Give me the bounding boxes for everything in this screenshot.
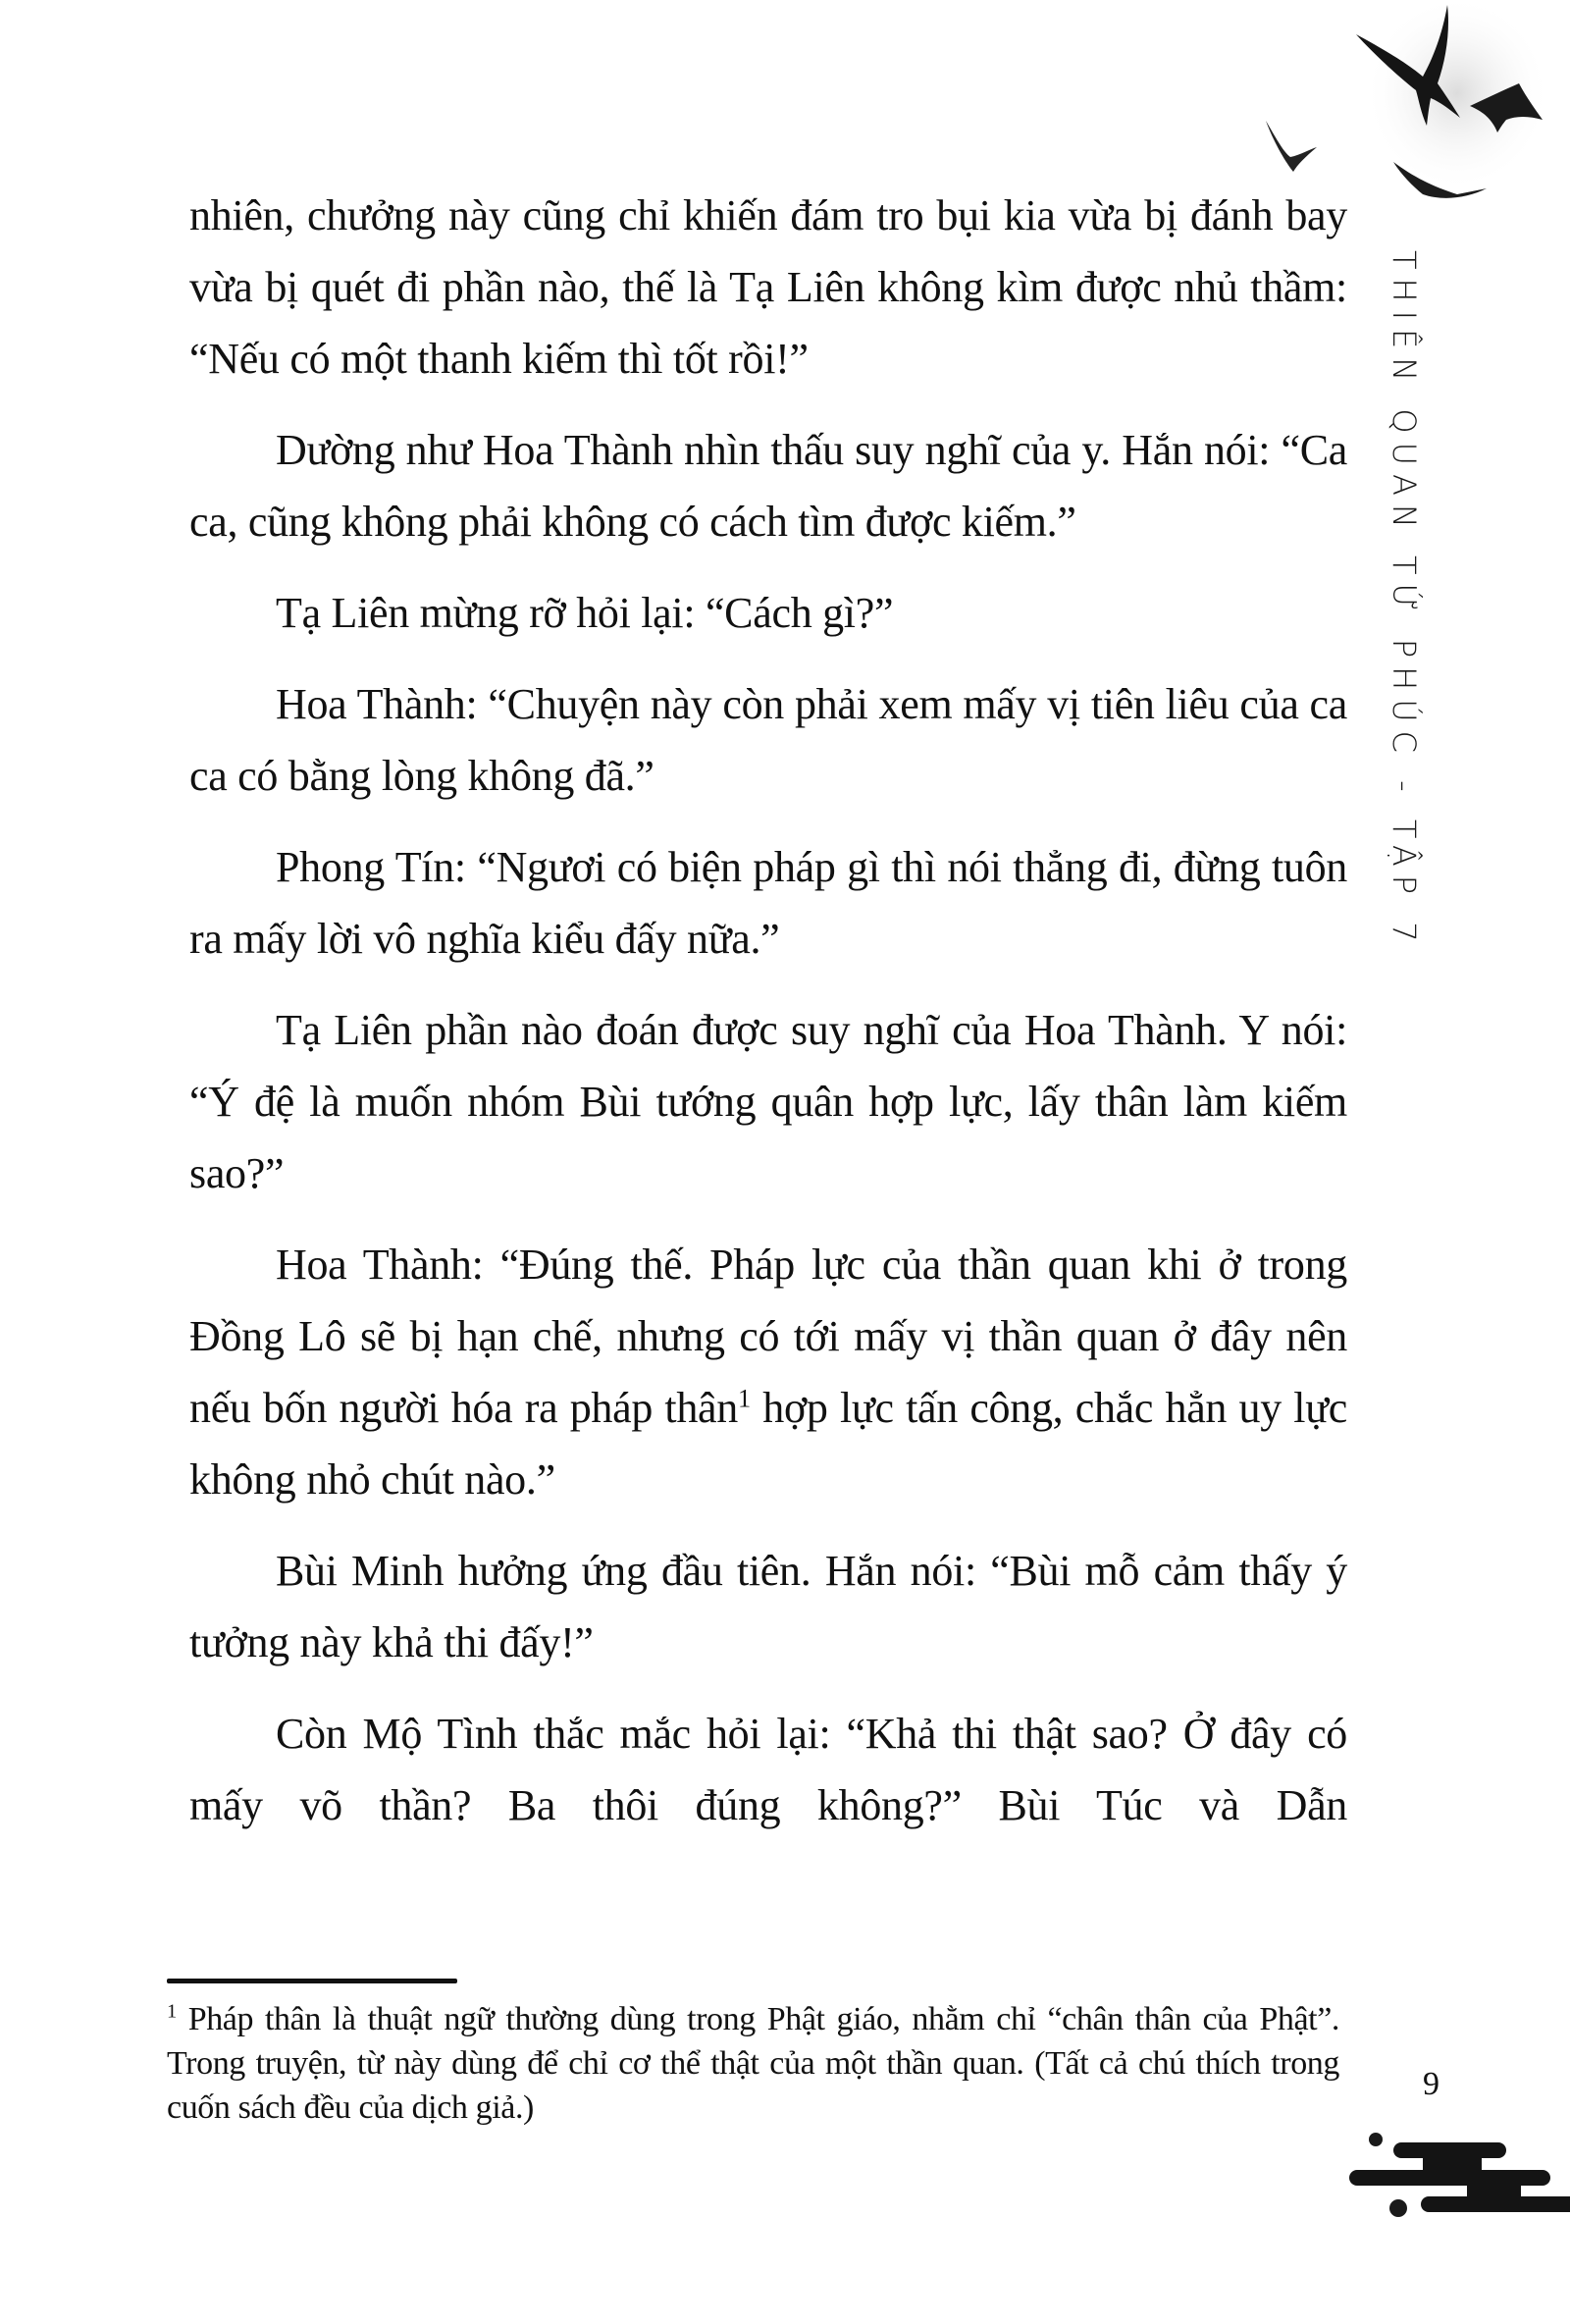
paragraph: Bùi Minh hưởng ứng đầu tiên. Hắn nói: “Bùi mỗ cảm thấy ý tưởng này khả thi đấy!” bbox=[189, 1547, 1347, 1666]
running-head bbox=[1369, 250, 1477, 957]
footnote-text: Pháp thân là thuật ngữ thường dùng trong Phật giáo, nhằm chỉ “chân thân của Phật”. Trong truyện, từ này dùng để chỉ cơ thể thật của một thần quan. (Tất cả chú thích trong cuốn sách đều của dịch giả.) bbox=[167, 2001, 1339, 2126]
running-head-title: THIÊN QUAN TỨ PHÚC - TẬP 7 bbox=[1386, 250, 1423, 951]
paragraph: Tạ Liên phần nào đoán được suy nghĩ của Hoa Thành. Y nói: “Ý đệ là muốn nhóm Bùi tướng quân hợp lực, lấy thân làm kiếm sao?” bbox=[189, 1006, 1347, 1197]
paragraph: Hoa Thành: “Chuyện này còn phải xem mấy vị tiên liêu của ca ca có bằng lòng không đã.” bbox=[189, 680, 1347, 800]
paragraph: Phong Tín: “Ngươi có biện pháp gì thì nói thẳng đi, đừng tuôn ra mấy lời vô nghĩa kiểu đấy nữa.” bbox=[189, 843, 1347, 963]
footnote-marker: 1 bbox=[167, 2000, 177, 2023]
paragraph-text: Hoa Thành: “Đúng thế. Pháp lực của thần quan khi ở trong Đồng Lô sẽ bị hạn chế, nhưng có tới mấy vị thần quan ở đây nên nếu bốn người hóa ra pháp thân bbox=[189, 1241, 1347, 1432]
footnote bbox=[167, 1997, 1339, 2130]
paragraph: Tạ Liên mừng rỡ hỏi lại: “Cách gì?” bbox=[276, 589, 894, 637]
paragraph bbox=[189, 1229, 1347, 1515]
paragraph-text: hợp lực tấn công, chắc hẳn uy lực không nhỏ chút nào.” bbox=[189, 1384, 1348, 1504]
footnote-divider bbox=[167, 1979, 457, 1983]
paragraph: nhiên, chưởng này cũng chỉ khiến đám tro bụi kia vừa bị đánh bay vừa bị quét đi phần nào, thế là Tạ Liên không kìm được nhủ thầm: “Nếu có một thanh kiếm thì tốt rồi!” bbox=[189, 191, 1347, 383]
page-number: 9 bbox=[1423, 2066, 1439, 2102]
body-text bbox=[189, 180, 1347, 1841]
footnote-reference[interactable]: 1 bbox=[737, 1383, 751, 1413]
ink-cloud-ornament-icon bbox=[1334, 2110, 1570, 2257]
paragraph: Còn Mộ Tình thắc mắc hỏi lại: “Khả thi thật sao? Ở đây có mấy võ thần? Ba thôi đúng không?” Bùi Túc và Dẫn bbox=[189, 1710, 1347, 1829]
paragraph: Dường như Hoa Thành nhìn thấu suy nghĩ của y. Hắn nói: “Ca ca, cũng không phải không có cách tìm được kiếm.” bbox=[189, 426, 1347, 546]
